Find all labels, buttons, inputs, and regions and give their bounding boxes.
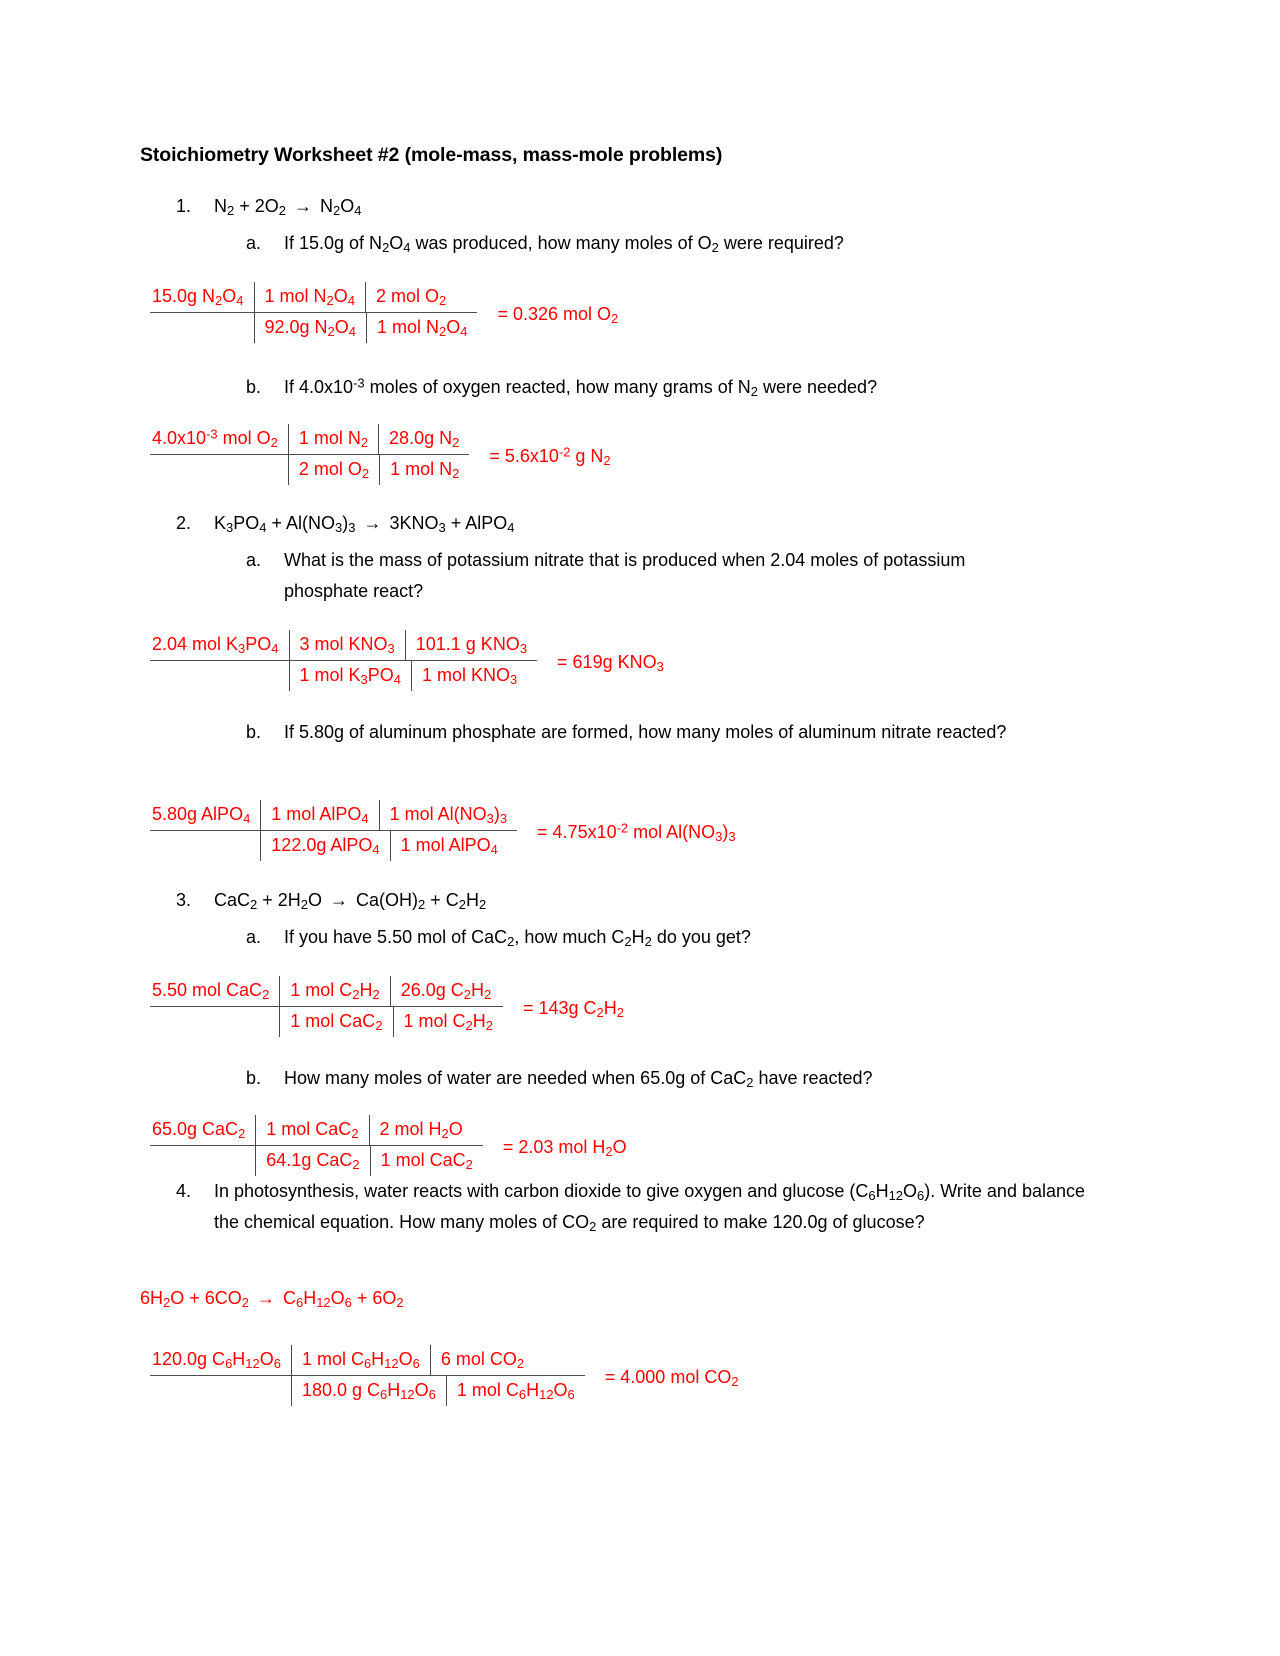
numerator-row <box>150 1115 483 1145</box>
problem-3a-question <box>246 922 1056 953</box>
denominator-row <box>150 831 517 861</box>
dimensional-analysis-grid <box>150 1115 483 1176</box>
equation-text: $N_2 + 2O_2 \to N_2O_4$ <box>214 196 362 218</box>
given-value: $4.0x10^{-3}$ mol $O_2$ <box>152 426 278 450</box>
problem-4-question <box>176 1176 1106 1238</box>
factor-denominator-2: 1 mol $N_2$ <box>379 455 469 485</box>
factor-denominator-1: 2 mol $O_2$ <box>288 455 379 485</box>
denominator-blank <box>150 1007 279 1037</box>
problem-1b-question <box>246 372 1046 403</box>
denominator-row <box>150 1007 503 1037</box>
denominator-row <box>150 1146 483 1176</box>
factor-denominator-1: 92.0g $N_2O_4$ <box>254 313 367 343</box>
question-text: If $4.0x10^{-3}$ moles of oxygen reacted, how many grams of $N_2$ were needed? <box>284 375 878 399</box>
denominator-blank <box>150 1376 291 1406</box>
numerator-row <box>150 424 469 454</box>
factor-numerator-2: 26.0g $C_2H_2$ <box>390 976 501 1006</box>
factor-numerator-2: 6 mol $CO_2$ <box>430 1345 534 1375</box>
dimensional-analysis-grid <box>150 800 517 861</box>
given-value: 5.50 mol CaC$_2$ <box>152 980 270 1002</box>
factor-denominator-2: 1 mol $KNO_3$ <box>411 661 527 691</box>
problem-1-marker: 1. <box>176 196 192 216</box>
denominator-blank <box>150 455 288 485</box>
factor-numerator-2: 2 mol $H_2O$ <box>369 1115 473 1145</box>
factor-numerator-2: 1 mol $Al(NO_3)_3$ <box>379 800 517 830</box>
answer-value: = 619g $KNO_3$ <box>557 652 664 674</box>
problem-2-marker: 2. <box>176 513 192 533</box>
factor-denominator-1: 1 mol CaC$_2$ <box>279 1007 392 1037</box>
part-marker: a. <box>246 550 262 570</box>
factor-denominator-1: 1 mol $K_3PO_4$ <box>289 661 411 691</box>
denominator-blank <box>150 313 254 343</box>
answer-value: = $4.75x10^{-2}$ mol $Al(NO_3)_3$ <box>537 820 736 844</box>
equation-text: $K_3PO_4 + Al(NO_3)_3 \to 3KNO_3$ + AlPO$_4$ <box>214 513 515 535</box>
given-value: 15.0g $N_2O_4$ <box>152 286 244 308</box>
dimensional-analysis-grid <box>150 976 503 1037</box>
factor-denominator-2: 1 mol CaC$_2$ <box>370 1146 483 1176</box>
numerator-row <box>150 1345 585 1375</box>
problem-1a-work <box>150 282 618 343</box>
factor-numerator-1: 3 mol $KNO_3$ <box>289 630 405 660</box>
factor-denominator-1: 180.0 g $C_6H_{12}O_6$ <box>291 1376 446 1406</box>
problem-1-equation <box>176 196 361 217</box>
part-marker: a. <box>246 927 262 947</box>
denominator-blank <box>150 1146 255 1176</box>
answer-value: = 2.03 mol $H_2O$ <box>502 1137 627 1159</box>
problem-3b-question <box>246 1063 1076 1094</box>
factor-numerator-1: 1 mol $N_2O_4$ <box>254 282 365 312</box>
factor-denominator-2: 1 mol AlPO$_4$ <box>390 831 508 861</box>
problem-1a-question <box>246 228 1046 259</box>
denominator-row <box>150 661 537 691</box>
problem-3-equation <box>176 890 486 911</box>
numerator-row <box>150 630 537 660</box>
denominator-row <box>150 1376 585 1406</box>
equation-text: $CaC_2 + 2H_2O \to Ca(OH)_2 + C_2H_2$ <box>214 890 487 912</box>
factor-numerator-2: 2 mol $O_2$ <box>365 282 456 312</box>
given-value: 5.80g AlPO$_4$ <box>152 804 251 826</box>
problem-2-equation <box>176 513 514 534</box>
factor-numerator-1: 1 mol CaC$_2$ <box>255 1115 368 1145</box>
question-text: If 15.0g of $N_2O_4$ was produced, how many moles of $O_2$ were required? <box>284 233 844 255</box>
factor-denominator-2: 1 mol $C_2H_2$ <box>393 1007 503 1037</box>
problem-3-marker: 3. <box>176 890 192 910</box>
factor-numerator-2: 101.1 g $KNO_3$ <box>405 630 537 660</box>
answer-value: = 143g $C_2H_2$ <box>522 998 624 1020</box>
dimensional-analysis-grid <box>150 630 537 691</box>
given-value: 2.04 mol $K_3PO_4$ <box>152 634 279 656</box>
question-text: How many moles of water are needed when 65.0g of CaC$_2$ have reacted? <box>284 1068 873 1090</box>
numerator-row <box>150 976 503 1006</box>
problem-4-work <box>150 1345 739 1406</box>
answer-value: = 0.326 mol $O_2$ <box>497 304 619 326</box>
factor-numerator-1: 1 mol $N_2$ <box>288 424 378 454</box>
problem-2b-work <box>150 800 736 861</box>
factor-numerator-1: 1 mol $C_2H_2$ <box>279 976 389 1006</box>
factor-denominator-1: 122.0g AlPO$_4$ <box>260 831 389 861</box>
problem-4-balanced-equation: $6H_2O + 6CO_2 \to C_6H_{12}O_6 + 6O_2$ <box>140 1288 404 1310</box>
factor-numerator-1: 1 mol $C_6H_{12}O_6$ <box>291 1345 430 1375</box>
given-value: 65.0g CaC$_2$ <box>152 1119 246 1141</box>
question-text: If 5.80g of aluminum phosphate are formed, how many moles of aluminum nitrate reacted? <box>284 722 1007 742</box>
answer-value: = 4.000 mol $CO_2$ <box>604 1367 739 1389</box>
part-marker: b. <box>246 722 262 742</box>
dimensional-analysis-grid <box>150 424 469 485</box>
factor-numerator-2: 28.0g $N_2$ <box>378 424 469 454</box>
denominator-blank <box>150 831 260 861</box>
factor-denominator-2: 1 mol $C_6H_{12}O_6$ <box>446 1376 585 1406</box>
problem-2b-question <box>246 717 1056 748</box>
problem-3b-work <box>150 1115 627 1176</box>
problem-1b-work <box>150 424 611 485</box>
numerator-row <box>150 282 477 312</box>
dimensional-analysis-grid <box>150 1345 585 1406</box>
part-marker: b. <box>246 377 262 397</box>
factor-denominator-1: 64.1g CaC$_2$ <box>255 1146 369 1176</box>
page-title: Stoichiometry Worksheet #2 (mole-mass, mass-mole problems) <box>140 144 723 166</box>
problem-4-marker: 4. <box>176 1181 192 1201</box>
factor-numerator-1: 1 mol AlPO$_4$ <box>260 800 378 830</box>
denominator-blank <box>150 661 289 691</box>
problem-3a-work <box>150 976 624 1037</box>
answer-value: = $5.6x10^{-2}$ g $N_2$ <box>489 444 611 468</box>
part-marker: b. <box>246 1068 262 1088</box>
factor-denominator-2: 1 mol $N_2O_4$ <box>366 313 477 343</box>
denominator-row <box>150 455 469 485</box>
given-value: 120.0g $C_6H_{12}O_6$ <box>152 1349 281 1371</box>
problem-2a-work <box>150 630 664 691</box>
question-text: If you have 5.50 mol of CaC$_2$, how much $C_2H_2$ do you get? <box>284 927 751 949</box>
dimensional-analysis-grid <box>150 282 477 343</box>
numerator-row <box>150 800 517 830</box>
denominator-row <box>150 313 477 343</box>
part-marker: a. <box>246 233 262 253</box>
question-text: What is the mass of potassium nitrate that is produced when 2.04 moles of potassium phosphate react? <box>284 550 966 601</box>
problem-2a-question <box>246 545 1056 607</box>
question-text: In photosynthesis, water reacts with carbon dioxide to give oxygen and glucose $(C_6H_{12}O_6)$. Write and balance the chemical equation. How many moles of $CO_2$ are required to make 120.0g of glucose? <box>214 1181 1086 1234</box>
